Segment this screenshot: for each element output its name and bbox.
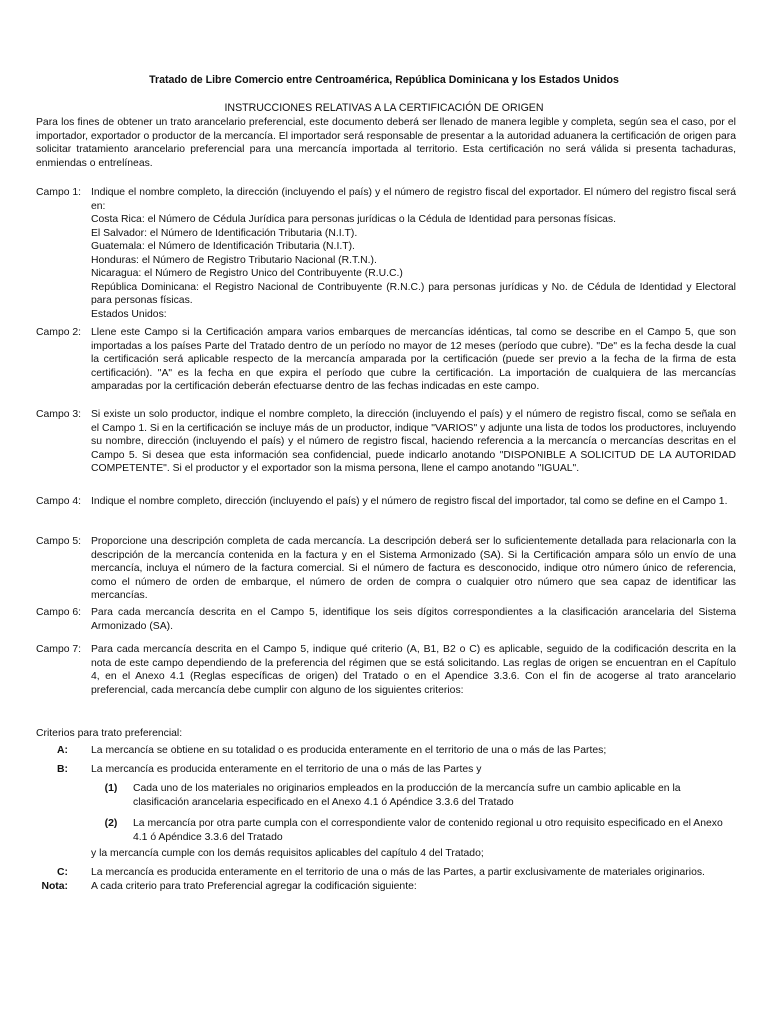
campo-line: Indique el nombre completo, dirección (incluyendo el país) y el número de registro fiscal del importador, tal como se define en el Campo 1. bbox=[91, 496, 728, 507]
campo-label: Campo 6: bbox=[36, 607, 82, 618]
criterio-b bbox=[36, 763, 736, 777]
campo-7 bbox=[36, 643, 736, 697]
criterio-subtext: Cada uno de los materiales no originarios empleados en la producción de la mercancía sufre un cambio aplicable en la clasificación arancelaria especificado en el Anexo 4.1 ó Apéndice 3.3.6 del Tratado bbox=[133, 783, 681, 808]
campo-line: Llene este Campo si la Certificación ampara varios embarques de mercancías idénticas, tal como se describe en el Campo 5, que son importadas a los países Parte del Tratado dentro de un período no mayor de 12 meses (período que cubre). "De" es la fecha desde la cual la certificación será aplicable respecto de la mercancía amparada por la certificación (puede ser previo a la fecha de la firma de esta certificación). "A" es la fecha en que expira el período que cubre la certificación. La importación de cualquiera de las mercancías amparadas por la certificación deberán efectuarse dentro de las fechas indicadas en este campo. bbox=[91, 327, 736, 392]
criterios-heading: Criterios para trato preferencial: bbox=[36, 728, 183, 739]
campo-3 bbox=[36, 408, 736, 476]
campo-line: El Salvador: el Número de Identificación Tributaria (N.I.T). bbox=[91, 227, 358, 239]
campo-label: Campo 3: bbox=[36, 409, 82, 420]
campo-label: Campo 4: bbox=[36, 496, 82, 507]
document-subtitle: INSTRUCCIONES RELATIVAS A LA CERTIFICACIÓN DE ORIGEN bbox=[224, 102, 544, 114]
criterio-b1 bbox=[96, 782, 736, 809]
campo-line: Proporcione una descripción completa de cada mercancía. La descripción deberá ser lo suficientemente detallada para relacionarla con la descripción de la mercancía contenida en la factura y en el Sistema Armonizado (SA). Si la Certificación ampara sólo un envío de una mercancía, incluya el número de la factura comercial. Si el número de factura es desconocido, indique otro número único de referencia, como el número de orden de embarque, el número de orden de compra o cualquier otro número que sea capaz de identificar las mercancías. bbox=[91, 536, 736, 601]
campo-body bbox=[91, 186, 736, 321]
campo-line: Costa Rica: el Número de Cédula Jurídica para personas jurídicas o la Cédula de Identidad para personas físicas. bbox=[91, 214, 617, 225]
campo-line: Para cada mercancía descrita en el Campo 5, indique qué criterio (A, B1, B2 o C) es aplicable, seguido de la codificación descrita en la nota de este campo dependiendo de la preferencia del régimen que se está solicitando. Las reglas de origen se encuentran en el Capítulo 4, en el Anexo 4.1 (Reglas específicas de origen) del Tratado o en el Apendice 3.3.6. Con el fin de acogerse al trato arancelario preferencial, cada mercancía debe cumplir con alguno de los siguientes criterios: bbox=[91, 644, 736, 696]
campo-body bbox=[91, 606, 736, 633]
campo-line: República Dominicana: el Registro Nacional de Contribuyente (R.N.C.) para personas jurídicas y No. de Cédula de Identidad y Electoral para personas físicas. bbox=[91, 281, 736, 306]
document-title: Tratado de Libre Comercio entre Centroamérica, República Dominicana y los Estados Unidos bbox=[149, 74, 619, 86]
criterio-sublabel: (1) bbox=[104, 783, 118, 794]
criterio-b2 bbox=[96, 817, 736, 844]
criterio-sublabel: (2) bbox=[104, 818, 118, 829]
campo-line: Si existe un solo productor, indique el nombre completo, la dirección (incluyendo el país) y el número de registro fiscal, como se señala en el Campo 1. Si en la certificación se incluye más de un productor, indique "VARIOS" y adjunte una lista de todos los productores, incluyendo su nombre, dirección (incluyendo el país) y el número de registro fiscal, haciendo referencia a la mercancía o mercancías descritas en el Campo 5. Si desea que esta información sea confidencial, puede indicarlo anotando "DISPONIBLE A SOLICITUD DE LA AUTORIDAD COMPETENTE". Si el productor y el exportador son la misma persona, llene el campo anotando "IGUAL". bbox=[91, 409, 736, 474]
criterio-text: La mercancía es producida enteramente en el territorio de una o más de las Partes, a partir exclusivamente de materiales originarios. bbox=[91, 867, 705, 878]
campo-line: Honduras: el Número de Registro Tributario Nacional (R.T.N.). bbox=[91, 254, 377, 266]
criterio-b-tail: y la mercancía cumple con los demás requisitos aplicables del capítulo 4 del Tratado; bbox=[91, 848, 484, 859]
campo-4 bbox=[36, 495, 736, 509]
campo-label: Campo 2: bbox=[36, 327, 82, 338]
campo-line: Guatemala: el Número de Identificación Tributaria (N.I.T). bbox=[91, 241, 355, 252]
criterio-text: La mercancía se obtiene en su totalidad o es producida enteramente en el territorio de una o más de las Partes; bbox=[91, 745, 607, 756]
campo-label: Campo 5: bbox=[36, 536, 82, 547]
criterio-subtext: La mercancía por otra parte cumpla con el correspondiente valor de contenido regional u otro requisito especificado en el Anexo 4.1 ó Apéndice 3.3.6 del Tratado bbox=[133, 818, 723, 843]
nota bbox=[36, 880, 736, 894]
criterio-text: La mercancía es producida enteramente en el territorio de una o más de las Partes y bbox=[91, 764, 482, 775]
campo-body bbox=[91, 643, 736, 697]
criterio-label: A: bbox=[57, 745, 68, 756]
criterio-label: B: bbox=[57, 764, 68, 775]
campo-label: Campo 1: bbox=[36, 187, 82, 198]
campo-2 bbox=[36, 326, 736, 394]
nota-text: A cada criterio para trato Preferencial agregar la codificación siguiente: bbox=[91, 881, 417, 892]
criterio-label: C: bbox=[57, 867, 68, 878]
campo-label: Campo 7: bbox=[36, 644, 82, 655]
criterio-c bbox=[36, 866, 736, 880]
campo-line: Estados Unidos: bbox=[91, 308, 167, 320]
criterio-a bbox=[36, 744, 736, 758]
campo-1 bbox=[36, 186, 736, 321]
campo-line: Nicaragua: el Número de Registro Unico del Contribuyente (R.U.C.) bbox=[91, 268, 403, 279]
campo-body bbox=[91, 326, 736, 394]
campo-6 bbox=[36, 606, 736, 633]
campo-line: Para cada mercancía descrita en el Campo 5, identifique los seis dígitos correspondientes a la clasificación arancelaria del Sistema Armonizado (SA). bbox=[91, 607, 736, 632]
campo-body bbox=[91, 535, 736, 603]
campo-5 bbox=[36, 535, 736, 603]
intro-paragraph: Para los fines de obtener un trato arancelario preferencial, este documento deberá ser llenado de manera legible y completa, según sea el caso, por el importador, exportador o productor de la mercancía. El importador será responsable de presentar a la autoridad aduanera la certificación de origen para solicitar tratamiento arancelario preferencial para una mercancía importada al territorio. Esta certificación no será válida si presenta tachaduras, enmiendas o entrelíneas. bbox=[36, 117, 736, 169]
nota-label: Nota: bbox=[41, 881, 68, 892]
campo-line: Indique el nombre completo, la dirección (incluyendo el país) y el número de registro fiscal del exportador. El número del registro fiscal será en: bbox=[91, 187, 736, 212]
campo-body bbox=[91, 408, 736, 476]
campo-body bbox=[91, 495, 736, 509]
